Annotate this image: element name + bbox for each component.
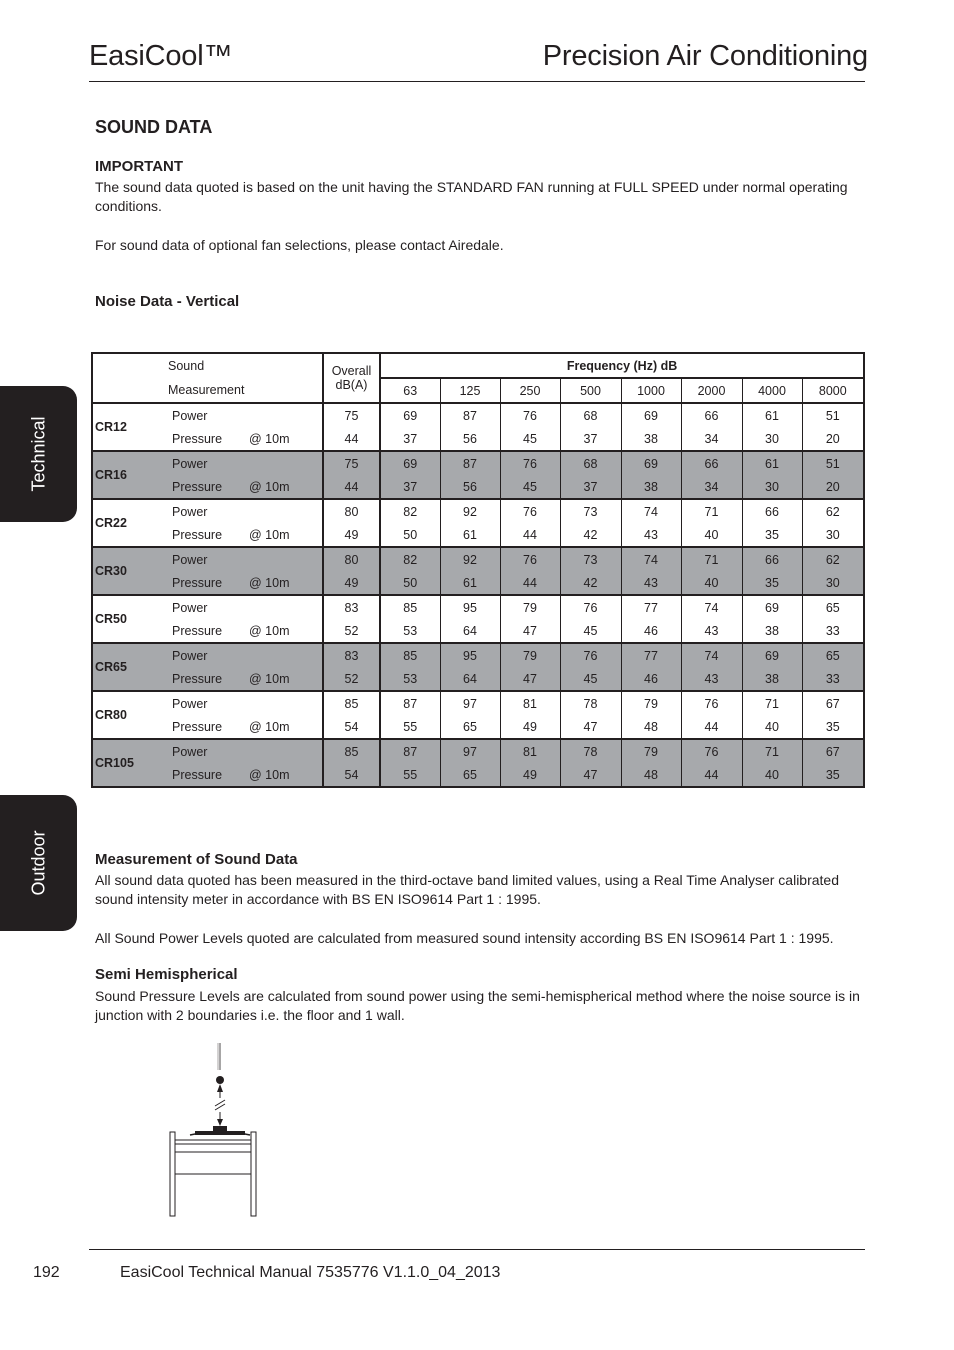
- power-label-cell: [166, 451, 323, 475]
- header-overall: [323, 353, 380, 403]
- power-label: Power: [172, 552, 208, 567]
- pressure-label-cell: [166, 763, 323, 787]
- band-value: 20: [802, 427, 864, 451]
- overall-value: 75: [323, 403, 380, 427]
- distance-label: @ 10m: [249, 575, 290, 590]
- important-heading: IMPORTANT: [95, 158, 184, 175]
- band-value: 85: [380, 643, 440, 667]
- band-value: 65: [440, 715, 500, 739]
- pressure-label-cell: [166, 667, 323, 691]
- band-value: 46: [621, 619, 681, 643]
- band-value: 78: [560, 739, 621, 763]
- band-value: 92: [440, 547, 500, 571]
- band-value: 37: [560, 475, 621, 499]
- band-value: 55: [380, 763, 440, 787]
- band-value: 71: [681, 547, 742, 571]
- model-cell: CR105: [92, 739, 166, 787]
- semi-text: Sound Pressure Levels are calculated from sound power using the semi-hemispherical method where the noise source is in junction with 2 boundaries i.e. the floor and 1 wall.: [95, 988, 860, 1023]
- band-value: 78: [560, 691, 621, 715]
- band-value: 61: [440, 571, 500, 595]
- side-tab-outdoor[interactable]: [0, 795, 77, 931]
- frequency-500: 500: [560, 378, 621, 403]
- band-value: 73: [560, 547, 621, 571]
- band-value: 71: [742, 691, 802, 715]
- important-text-2: For sound data of optional fan selections, please contact Airedale.: [95, 237, 504, 253]
- band-value: 76: [500, 451, 560, 475]
- power-label: Power: [172, 648, 208, 663]
- overall-value: 80: [323, 499, 380, 523]
- overall-value: 80: [323, 547, 380, 571]
- distance-label: @ 10m: [249, 671, 290, 686]
- band-value: 74: [681, 643, 742, 667]
- pressure-label-cell: [166, 715, 323, 739]
- power-label-cell: [166, 547, 323, 571]
- band-value: 30: [742, 427, 802, 451]
- measurement-label: Measurement: [168, 383, 245, 397]
- power-label: Power: [172, 696, 208, 711]
- band-value: 81: [500, 691, 560, 715]
- measurement-point: [216, 1076, 224, 1084]
- band-value: 95: [440, 595, 500, 619]
- band-value: 35: [802, 715, 864, 739]
- overall-label-2: dB(A): [335, 378, 368, 392]
- band-value: 74: [621, 499, 681, 523]
- band-value: 69: [742, 595, 802, 619]
- band-value: 87: [380, 739, 440, 763]
- band-value: 73: [560, 499, 621, 523]
- table-row: [92, 715, 864, 739]
- band-value: 97: [440, 691, 500, 715]
- band-value: 42: [560, 571, 621, 595]
- band-value: 66: [742, 499, 802, 523]
- model-cell: CR30: [92, 547, 166, 595]
- band-value: 69: [742, 643, 802, 667]
- band-value: 77: [621, 595, 681, 619]
- band-value: 45: [560, 667, 621, 691]
- band-value: 50: [380, 571, 440, 595]
- band-value: 76: [500, 403, 560, 427]
- band-value: 43: [621, 523, 681, 547]
- power-label-cell: [166, 499, 323, 523]
- band-value: 37: [380, 475, 440, 499]
- band-value: 87: [440, 403, 500, 427]
- band-value: 37: [560, 427, 621, 451]
- header-corner: [92, 353, 166, 378]
- power-label-cell: [166, 643, 323, 667]
- important-text-1: The sound data quoted is based on the unit having the STANDARD FAN running at FULL SPEED under normal operating conditions.: [95, 179, 848, 214]
- band-value: 48: [621, 763, 681, 787]
- band-value: 69: [621, 403, 681, 427]
- table-row: [92, 619, 864, 643]
- band-value: 61: [742, 451, 802, 475]
- band-value: 43: [621, 571, 681, 595]
- table-row: [92, 499, 864, 523]
- pressure-label-cell: [166, 427, 323, 451]
- band-value: 65: [440, 763, 500, 787]
- power-label: Power: [172, 456, 208, 471]
- table-row: [92, 667, 864, 691]
- band-value: 47: [500, 667, 560, 691]
- band-value: 66: [681, 451, 742, 475]
- band-value: 85: [380, 595, 440, 619]
- measurement-heading: Measurement of Sound Data: [95, 851, 298, 868]
- band-value: 68: [560, 451, 621, 475]
- semi-hemispherical-diagram: [165, 1040, 265, 1220]
- measurement-text-1: All sound data quoted has been measured in the third-octave band limited values, using a Real Time Analyser calibrated sound intensity meter in accordance with BS EN ISO9614 Part 1 : 1995.: [95, 872, 840, 907]
- band-value: 48: [621, 715, 681, 739]
- table-row: [92, 451, 864, 475]
- pressure-label: Pressure: [172, 719, 223, 734]
- pressure-label: Pressure: [172, 575, 223, 590]
- band-value: 45: [500, 475, 560, 499]
- overall-value: 52: [323, 667, 380, 691]
- band-value: 38: [621, 475, 681, 499]
- band-value: 76: [681, 739, 742, 763]
- header-sound-label: [166, 353, 323, 378]
- band-value: 35: [802, 763, 864, 787]
- band-value: 51: [802, 403, 864, 427]
- pressure-label-cell: [166, 475, 323, 499]
- band-value: 79: [500, 643, 560, 667]
- band-value: 35: [742, 523, 802, 547]
- overall-value: 52: [323, 619, 380, 643]
- band-value: 64: [440, 667, 500, 691]
- table-row: [92, 523, 864, 547]
- band-value: 40: [742, 763, 802, 787]
- frequency-header: Frequency (Hz) dB: [380, 353, 864, 378]
- table-row: [92, 739, 864, 763]
- band-value: 79: [621, 691, 681, 715]
- header-right-title: Precision Air Conditioning: [542, 40, 868, 72]
- band-value: 65: [802, 643, 864, 667]
- distance-label: @ 10m: [249, 527, 290, 542]
- band-value: 67: [802, 691, 864, 715]
- band-value: 44: [500, 571, 560, 595]
- section-title: SOUND DATA: [95, 117, 213, 137]
- band-value: 47: [500, 619, 560, 643]
- measurement-text-2: All Sound Power Levels quoted are calculated from measured sound intensity according BS EN ISO9614 Part 1 : 1995.: [95, 930, 834, 946]
- pressure-label: Pressure: [172, 623, 223, 638]
- header-corner-2: [92, 378, 166, 403]
- band-value: 62: [802, 547, 864, 571]
- band-value: 34: [681, 475, 742, 499]
- band-value: 61: [440, 523, 500, 547]
- overall-value: 75: [323, 451, 380, 475]
- band-value: 64: [440, 619, 500, 643]
- table-row: [92, 763, 864, 787]
- distance-label: @ 10m: [249, 623, 290, 638]
- band-value: 47: [560, 715, 621, 739]
- band-value: 66: [681, 403, 742, 427]
- band-value: 45: [500, 427, 560, 451]
- model-cell: CR22: [92, 499, 166, 547]
- power-label-cell: [166, 595, 323, 619]
- pressure-label-cell: [166, 619, 323, 643]
- band-value: 47: [560, 763, 621, 787]
- power-label-cell: [166, 691, 323, 715]
- band-value: 40: [681, 571, 742, 595]
- model-cell: CR16: [92, 451, 166, 499]
- pressure-label: Pressure: [172, 767, 223, 782]
- band-value: 44: [681, 763, 742, 787]
- footer-manual: EasiCool Technical Manual 7535776 V1.1.0_04_2013: [120, 1264, 501, 1281]
- band-value: 68: [560, 403, 621, 427]
- frequency-4000: 4000: [742, 378, 802, 403]
- table-row: [92, 691, 864, 715]
- power-label: Power: [172, 744, 208, 759]
- band-value: 43: [681, 667, 742, 691]
- pressure-label: Pressure: [172, 431, 223, 446]
- band-value: 74: [681, 595, 742, 619]
- band-value: 53: [380, 667, 440, 691]
- pressure-label-cell: [166, 523, 323, 547]
- table-row: [92, 595, 864, 619]
- band-value: 97: [440, 739, 500, 763]
- band-value: 43: [681, 619, 742, 643]
- model-cell: CR50: [92, 595, 166, 643]
- header-left-title: EasiCool™: [89, 40, 233, 72]
- table-row: [92, 547, 864, 571]
- band-value: 67: [802, 739, 864, 763]
- band-value: 82: [380, 547, 440, 571]
- frequency-2000: 2000: [681, 378, 742, 403]
- overall-value: 44: [323, 475, 380, 499]
- side-tab-outdoor-label: Outdoor: [28, 830, 48, 896]
- side-tab-technical-label: Technical: [28, 416, 48, 492]
- band-value: 65: [802, 595, 864, 619]
- pressure-label: Pressure: [172, 527, 223, 542]
- band-value: 92: [440, 499, 500, 523]
- band-value: 30: [742, 475, 802, 499]
- band-value: 87: [440, 451, 500, 475]
- band-value: 76: [500, 499, 560, 523]
- band-value: 55: [380, 715, 440, 739]
- frequency-125: 125: [440, 378, 500, 403]
- band-value: 76: [560, 595, 621, 619]
- power-label: Power: [172, 408, 208, 423]
- power-label-cell: [166, 403, 323, 427]
- band-value: 33: [802, 619, 864, 643]
- table-row: [92, 475, 864, 499]
- band-value: 34: [681, 427, 742, 451]
- table-row: [92, 643, 864, 667]
- semi-heading: Semi Hemispherical: [95, 966, 238, 983]
- band-value: 77: [621, 643, 681, 667]
- model-cell: CR80: [92, 691, 166, 739]
- overall-value: 85: [323, 691, 380, 715]
- overall-value: 83: [323, 595, 380, 619]
- model-cell: CR12: [92, 403, 166, 451]
- table-row: [92, 403, 864, 427]
- overall-value: 49: [323, 571, 380, 595]
- power-label: Power: [172, 504, 208, 519]
- band-value: 46: [621, 667, 681, 691]
- overall-value: 83: [323, 643, 380, 667]
- pressure-label: Pressure: [172, 479, 223, 494]
- band-value: 20: [802, 475, 864, 499]
- band-value: 40: [742, 715, 802, 739]
- distance-label: @ 10m: [249, 431, 290, 446]
- band-value: 38: [742, 667, 802, 691]
- footer-divider: [89, 1249, 865, 1250]
- overall-value: 54: [323, 763, 380, 787]
- band-value: 81: [500, 739, 560, 763]
- pressure-label: Pressure: [172, 671, 223, 686]
- band-value: 42: [560, 523, 621, 547]
- header-measurement-label: [166, 378, 323, 403]
- overall-value: 44: [323, 427, 380, 451]
- band-value: 66: [742, 547, 802, 571]
- band-value: 71: [742, 739, 802, 763]
- sound-label: Sound: [168, 359, 205, 373]
- band-value: 44: [500, 523, 560, 547]
- band-value: 35: [742, 571, 802, 595]
- band-value: 30: [802, 523, 864, 547]
- band-value: 53: [380, 619, 440, 643]
- band-value: 95: [440, 643, 500, 667]
- band-value: 74: [621, 547, 681, 571]
- band-value: 45: [560, 619, 621, 643]
- distance-label: @ 10m: [249, 479, 290, 494]
- band-value: 62: [802, 499, 864, 523]
- band-value: 49: [500, 763, 560, 787]
- frequency-250: 250: [500, 378, 560, 403]
- power-label: Power: [172, 600, 208, 615]
- band-value: 61: [742, 403, 802, 427]
- overall-value: 54: [323, 715, 380, 739]
- band-value: 56: [440, 427, 500, 451]
- side-tab-technical[interactable]: [0, 386, 77, 522]
- noise-data-table: [91, 352, 865, 788]
- band-value: 40: [681, 523, 742, 547]
- band-value: 30: [802, 571, 864, 595]
- band-value: 76: [500, 547, 560, 571]
- band-value: 49: [500, 715, 560, 739]
- band-value: 79: [621, 739, 681, 763]
- band-value: 71: [681, 499, 742, 523]
- model-cell: CR65: [92, 643, 166, 691]
- band-value: 82: [380, 499, 440, 523]
- band-value: 51: [802, 451, 864, 475]
- band-value: 38: [621, 427, 681, 451]
- frequency-8000: 8000: [802, 378, 864, 403]
- band-value: 87: [380, 691, 440, 715]
- table-row: [92, 427, 864, 451]
- band-value: 69: [621, 451, 681, 475]
- band-value: 76: [681, 691, 742, 715]
- band-value: 79: [500, 595, 560, 619]
- band-value: 33: [802, 667, 864, 691]
- overall-label-1: Overall: [331, 364, 372, 378]
- distance-label: @ 10m: [249, 767, 290, 782]
- pressure-label-cell: [166, 571, 323, 595]
- band-value: 37: [380, 427, 440, 451]
- frequency-63: 63: [380, 378, 440, 403]
- page-number: 192: [33, 1264, 60, 1281]
- band-value: 50: [380, 523, 440, 547]
- distance-label: @ 10m: [249, 719, 290, 734]
- band-value: 38: [742, 619, 802, 643]
- frequency-1000: 1000: [621, 378, 681, 403]
- band-value: 56: [440, 475, 500, 499]
- header-divider: [89, 81, 865, 82]
- band-value: 69: [380, 451, 440, 475]
- table-title: Noise Data - Vertical: [95, 293, 240, 310]
- power-label-cell: [166, 739, 323, 763]
- table-row: [92, 571, 864, 595]
- band-value: 69: [380, 403, 440, 427]
- overall-value: 85: [323, 739, 380, 763]
- band-value: 76: [560, 643, 621, 667]
- band-value: 44: [681, 715, 742, 739]
- overall-value: 49: [323, 523, 380, 547]
